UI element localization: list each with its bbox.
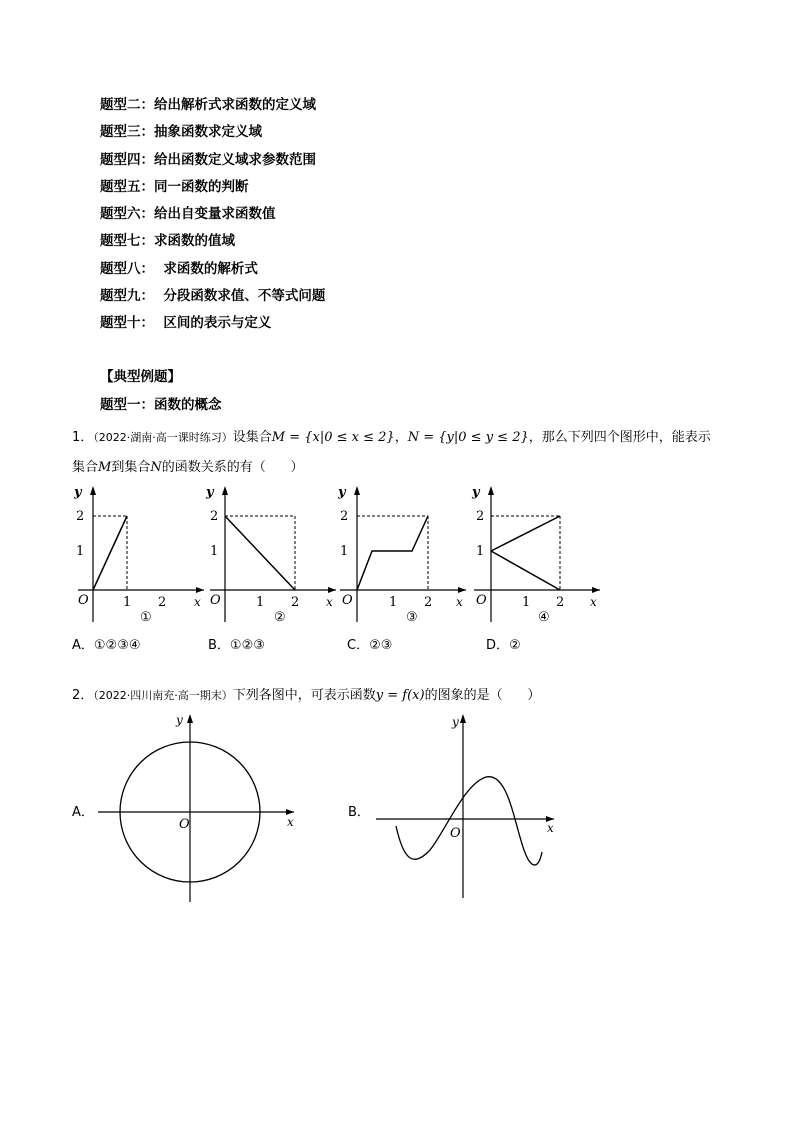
y-axis-arrow [460, 714, 466, 723]
question-text: ，那么下列四个图形中，能表示 [528, 430, 711, 445]
x-axis-label: x [287, 815, 294, 829]
toc-item: 题型七：求函数的值域 [100, 233, 235, 250]
y-axis-arrow [222, 486, 228, 495]
toc-item: 题型三：抽象函数求定义域 [100, 124, 262, 141]
toc-item: 题型八： 求函数的解析式 [100, 260, 258, 277]
option-b[interactable]: B．①②③ [208, 638, 265, 653]
separator: ， [394, 430, 408, 445]
origin-label: O [476, 593, 487, 608]
y-tick-label: 1 [340, 544, 349, 559]
x-tick-label: 1 [389, 595, 398, 610]
question-source: （2022·四川南充·高一期末） [93, 689, 233, 702]
toc-item: 题型六：给出自变量求函数值 [100, 206, 276, 223]
function-notation: y = f(x) [375, 688, 425, 703]
graph-wave [374, 712, 560, 902]
graph-number: ② [274, 610, 286, 625]
y-axis-arrow [354, 486, 360, 495]
graph-circle [96, 710, 302, 906]
y-tick-label: 1 [476, 544, 485, 559]
toc-item: 题型五：同一函数的判断 [100, 178, 249, 195]
option-d[interactable]: D．② [486, 638, 521, 653]
set-n-definition: N = {y|0 ≤ y ≤ 2} [407, 430, 529, 445]
question-source: （2022·湖南·高一课时练习） [93, 431, 233, 444]
y-tick-label: 1 [76, 544, 85, 559]
graph-segment [93, 516, 127, 590]
section-heading: 【典型例题】 [100, 369, 181, 385]
graph-2 [200, 482, 340, 624]
graph-number: ④ [538, 610, 550, 625]
question-text: 的函数关系的有（ ） [161, 460, 304, 475]
graph-segment [491, 551, 560, 590]
x-tick-label: 1 [522, 595, 531, 610]
question-2-line-1 [72, 684, 540, 703]
y-tick-label: 2 [476, 509, 485, 524]
graph-3 [334, 482, 474, 624]
x-axis-label: x [590, 595, 597, 609]
option-c[interactable]: C．②③ [347, 638, 393, 653]
question-text: 到集合 [111, 460, 151, 475]
graph-4 [466, 482, 606, 624]
x-tick-label: 2 [424, 595, 433, 610]
x-axis-label: x [456, 595, 463, 609]
x-tick-label: 2 [556, 595, 565, 610]
graph-segment [225, 516, 295, 590]
y-axis-label: y [452, 715, 459, 729]
question-number: 2． [72, 688, 94, 703]
question-text: 设集合 [232, 430, 272, 445]
question-text: 下列各图中，可表示函数 [232, 688, 376, 703]
question-1-line-2 [72, 456, 304, 475]
option-a[interactable]: A．①②③④ [72, 638, 141, 653]
question-text: 的图象的是（ ） [424, 688, 541, 703]
x-tick-label: 2 [291, 595, 300, 610]
origin-label: O [78, 593, 89, 608]
set-n: N [150, 460, 162, 475]
x-axis-label: x [194, 595, 201, 609]
x-axis-label: x [326, 595, 333, 609]
x-axis-label: x [547, 821, 554, 835]
x-tick-label: 1 [256, 595, 265, 610]
origin-label: O [342, 593, 353, 608]
option-b-label[interactable]: B． [348, 805, 370, 820]
y-axis-label: y [338, 485, 346, 500]
y-tick-label: 2 [76, 509, 85, 524]
toc-item: 题型四：给出函数定义域求参数范围 [100, 151, 316, 168]
y-axis-label: y [472, 485, 480, 500]
set-m: M [98, 460, 112, 475]
graph-segment [357, 516, 428, 590]
origin-label: O [179, 817, 190, 832]
x-axis-arrow [458, 587, 466, 593]
x-tick-label: 2 [158, 595, 167, 610]
y-axis-label: y [176, 713, 183, 727]
graph-number: ③ [406, 610, 418, 625]
graph-number: ① [140, 610, 152, 625]
toc-item: 题型二：给出解析式求函数的定义域 [100, 97, 316, 113]
origin-label: O [450, 826, 461, 841]
question-1-options [72, 634, 692, 654]
subsection-heading: 题型一：函数的概念 [100, 397, 222, 413]
y-axis-arrow [187, 714, 193, 723]
y-axis-label: y [206, 485, 214, 500]
question-text: 集合 [72, 460, 99, 475]
question-number: 1． [72, 430, 94, 445]
y-axis-arrow [488, 486, 494, 495]
y-tick-label: 2 [340, 509, 349, 524]
set-m-definition: M = {x|0 ≤ x ≤ 2} [271, 430, 395, 445]
graph-segment [491, 516, 560, 551]
toc-item: 题型九： 分段函数求值、不等式问题 [100, 288, 326, 305]
question-type-list [100, 94, 325, 340]
origin-label: O [210, 593, 221, 608]
y-axis-label: y [74, 485, 82, 500]
toc-item: 题型十： 区间的表示与定义 [100, 315, 272, 332]
graph-1 [68, 482, 208, 624]
option-a-label[interactable]: A． [72, 805, 94, 820]
wave-curve [396, 777, 542, 865]
y-axis-arrow [90, 486, 96, 495]
x-axis-arrow [592, 587, 600, 593]
y-tick-label: 2 [210, 509, 219, 524]
x-tick-label: 1 [123, 595, 132, 610]
question-1-line-1 [72, 426, 711, 445]
y-tick-label: 1 [210, 544, 219, 559]
